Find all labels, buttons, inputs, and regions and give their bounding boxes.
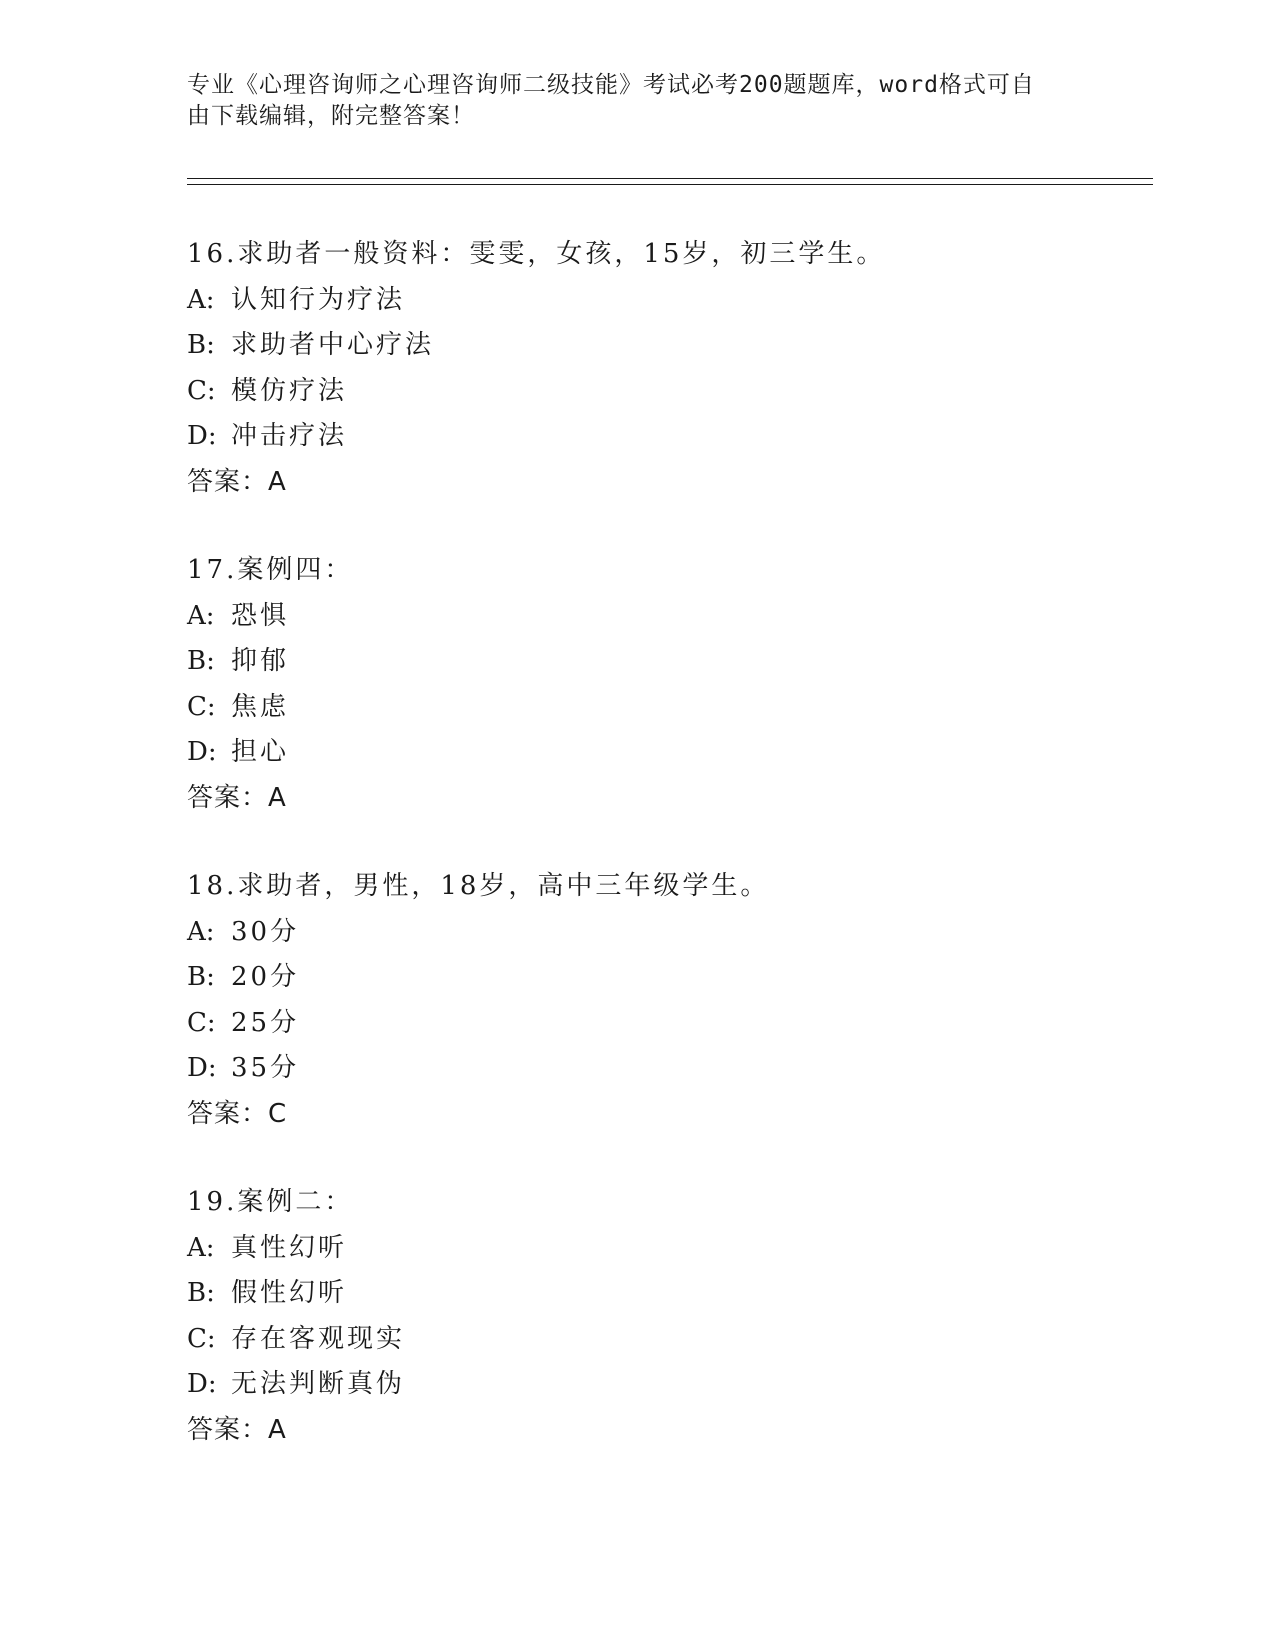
option-tag: C:	[187, 375, 216, 406]
question-18	[187, 864, 1147, 1137]
option-b	[187, 955, 1147, 1001]
option-tag: D:	[187, 421, 217, 451]
option-text: 恐惧	[231, 600, 290, 631]
document-header	[187, 70, 1087, 132]
option-text: 存在客观现实	[231, 1323, 406, 1354]
header-divider-bottom	[187, 184, 1153, 185]
option-d	[187, 730, 1147, 776]
answer-line: 答案：C	[187, 1098, 288, 1129]
question-list	[187, 232, 1147, 1496]
option-d	[187, 414, 1147, 460]
header-line-2: 由下载编辑，附完整答案！	[187, 103, 475, 129]
option-tag: B:	[187, 962, 215, 992]
option-c	[187, 1001, 1147, 1047]
option-c	[187, 685, 1147, 731]
option-text: 抑郁	[231, 646, 290, 676]
option-text: 无法判断真伪	[231, 1369, 406, 1399]
option-tag: A:	[187, 1232, 215, 1263]
question-stem: 19.案例二：	[187, 1187, 354, 1217]
option-c	[187, 1317, 1147, 1363]
option-text: 担心	[231, 737, 290, 767]
answer-line: 答案：A	[187, 782, 287, 813]
option-tag: C:	[187, 691, 216, 722]
option-b	[187, 323, 1147, 369]
option-text: 假性幻听	[231, 1278, 348, 1308]
answer-line: 答案：A	[187, 466, 287, 497]
option-b	[187, 639, 1147, 685]
header-line-1: 专业《心理咨询师之心理咨询师二级技能》考试必考200题题库，word格式可自	[187, 72, 1035, 98]
option-text: 求助者中心疗法	[231, 330, 435, 360]
option-tag: D:	[187, 1053, 217, 1083]
question-16	[187, 232, 1147, 505]
option-a	[187, 1226, 1147, 1272]
question-19	[187, 1180, 1147, 1453]
option-b	[187, 1271, 1147, 1317]
option-tag: C:	[187, 1323, 216, 1354]
option-a	[187, 278, 1147, 324]
option-text: 25分	[231, 1007, 300, 1038]
option-text: 冲击疗法	[231, 421, 348, 451]
option-tag: D:	[187, 737, 217, 767]
option-a	[187, 910, 1147, 956]
option-text: 30分	[231, 916, 300, 947]
option-text: 焦虑	[231, 691, 290, 722]
option-tag: A:	[187, 916, 215, 947]
option-text: 模仿疗法	[231, 375, 348, 406]
option-text: 认知行为疗法	[231, 284, 406, 315]
option-c	[187, 369, 1147, 415]
option-tag: B:	[187, 330, 215, 360]
option-a	[187, 594, 1147, 640]
option-d	[187, 1362, 1147, 1408]
option-d	[187, 1046, 1147, 1092]
option-tag: D:	[187, 1369, 217, 1399]
question-17	[187, 548, 1147, 821]
option-text: 真性幻听	[231, 1232, 348, 1263]
option-tag: B:	[187, 1278, 215, 1308]
option-tag: A:	[187, 600, 215, 631]
question-stem: 18.求助者，男性，18岁，高中三年级学生。	[187, 871, 770, 901]
answer-line: 答案：A	[187, 1414, 287, 1445]
header-divider-top	[187, 178, 1153, 179]
option-tag: C:	[187, 1007, 216, 1038]
question-stem: 17.案例四：	[187, 555, 354, 585]
question-stem: 16.求助者一般资料：雯雯，女孩，15岁，初三学生。	[187, 239, 886, 269]
option-tag: A:	[187, 284, 215, 315]
option-text: 35分	[231, 1053, 300, 1083]
option-text: 20分	[231, 962, 300, 992]
option-tag: B:	[187, 646, 215, 676]
